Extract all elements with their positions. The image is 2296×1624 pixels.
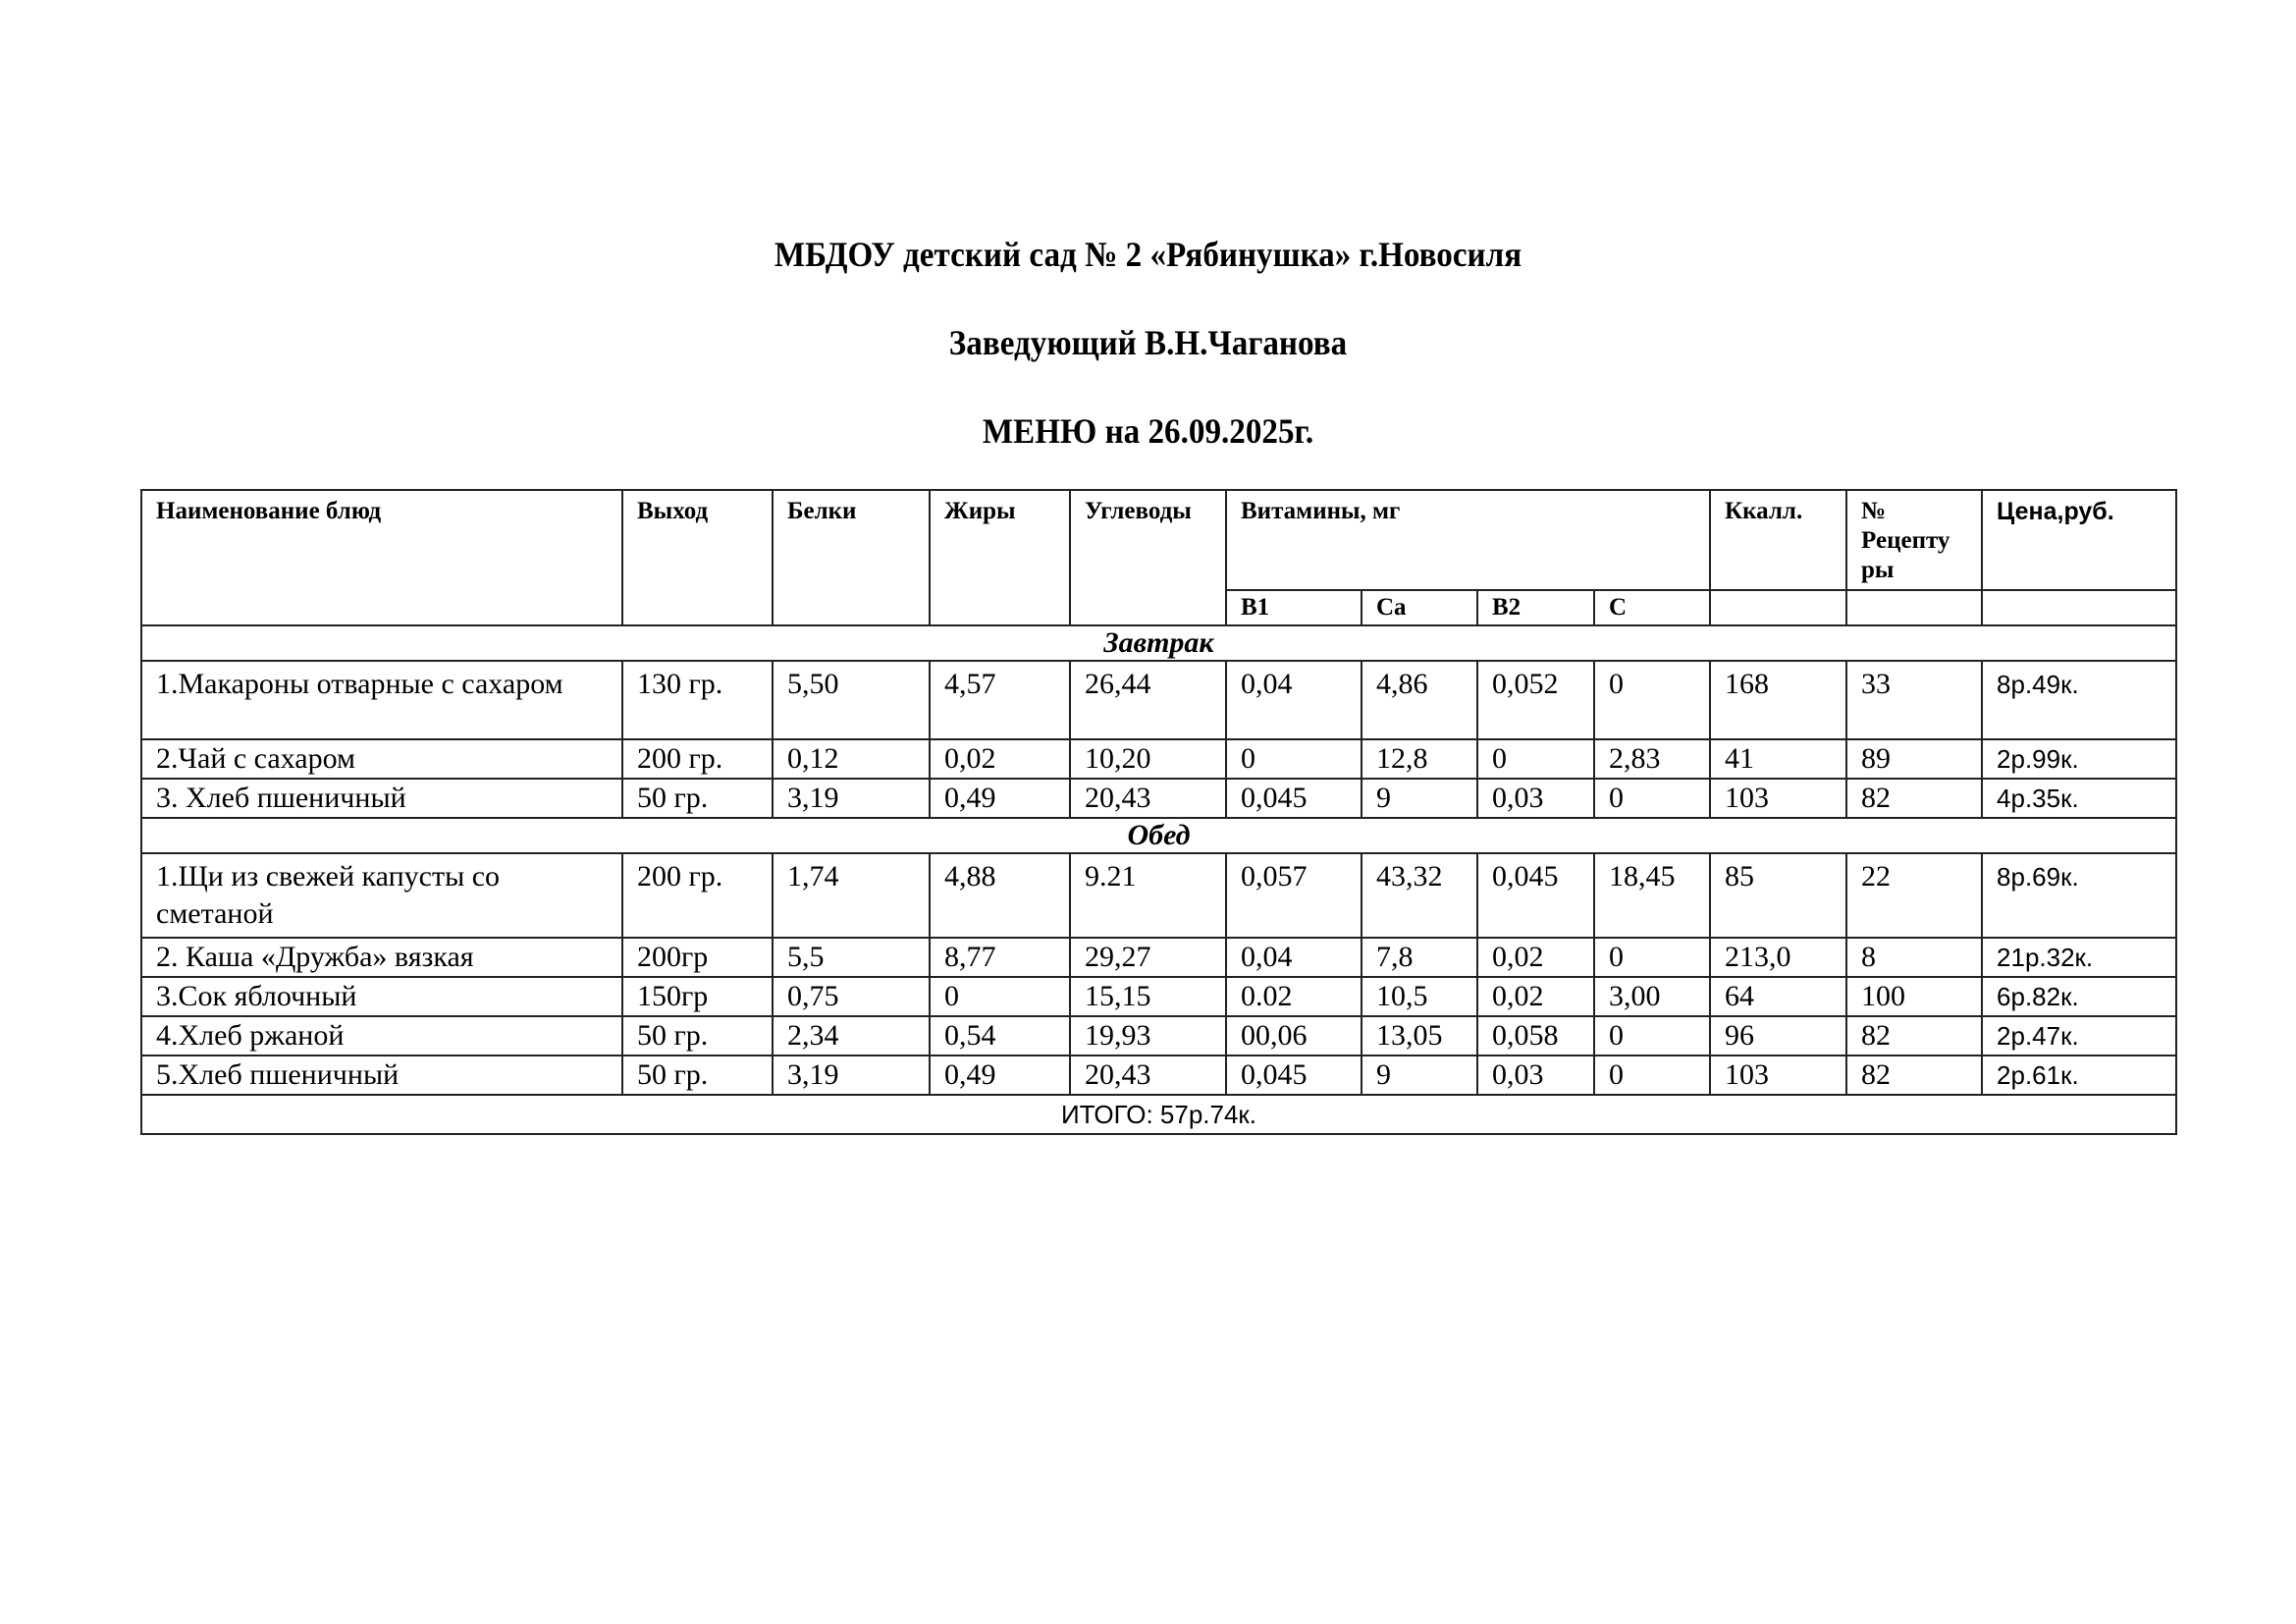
- table-row: [141, 853, 2176, 938]
- cell-kcal: 85: [1710, 853, 1846, 938]
- cell-recipe: 82: [1846, 1056, 1982, 1095]
- cell-kcal: 168: [1710, 661, 1846, 739]
- section-title: Обед: [141, 818, 2176, 853]
- cell-price: 21р.32к.: [1982, 938, 2176, 977]
- table-row: [141, 1056, 2176, 1095]
- cell-yield: 50 гр.: [622, 779, 773, 818]
- cell-kcal: 96: [1710, 1016, 1846, 1056]
- cell-price: 6р.82к.: [1982, 977, 2176, 1016]
- cell-c: 0: [1594, 1056, 1710, 1095]
- cell-protein: 0,75: [773, 977, 930, 1016]
- cell-c: 2,83: [1594, 739, 1710, 779]
- cell-carbs: 20,43: [1070, 779, 1226, 818]
- cell-carbs: 10,20: [1070, 739, 1226, 779]
- cell-fat: 4,88: [930, 853, 1070, 938]
- cell-b1: 00,06: [1226, 1016, 1362, 1056]
- cell-fat: 0: [930, 977, 1070, 1016]
- menu-table: [140, 489, 2177, 1135]
- cell-ca: 4,86: [1362, 661, 1477, 739]
- cell-dish: 2. Каша «Дружба» вязкая: [141, 938, 622, 977]
- cell-yield: 200гр: [622, 938, 773, 977]
- cell-protein: 3,19: [773, 779, 930, 818]
- table-row: [141, 661, 2176, 739]
- cell-b2: 0: [1477, 739, 1594, 779]
- cell-c: 0: [1594, 938, 1710, 977]
- cell-b2: 0,052: [1477, 661, 1594, 739]
- cell-b2: 0,03: [1477, 1056, 1594, 1095]
- cell-ca: 9: [1362, 779, 1477, 818]
- cell-fat: 0,49: [930, 779, 1070, 818]
- cell-fat: 4,57: [930, 661, 1070, 739]
- col-price: Цена,руб.: [1982, 490, 2176, 590]
- section-row: [141, 625, 2176, 661]
- menu-title: МЕНЮ на 26.09.2025г.: [982, 411, 1314, 451]
- cell-ca: 43,32: [1362, 853, 1477, 938]
- cell-ca: 7,8: [1362, 938, 1477, 977]
- cell-fat: 0,02: [930, 739, 1070, 779]
- cell-dish: 2.Чай с сахаром: [141, 739, 622, 779]
- cell-b1: 0.02: [1226, 977, 1362, 1016]
- cell-kcal: 64: [1710, 977, 1846, 1016]
- cell-carbs: 26,44: [1070, 661, 1226, 739]
- cell-b1: 0: [1226, 739, 1362, 779]
- cell-c: 0: [1594, 661, 1710, 739]
- col-c: С: [1594, 590, 1710, 625]
- cell-c: 0: [1594, 779, 1710, 818]
- cell-carbs: 29,27: [1070, 938, 1226, 977]
- col-ca: Са: [1362, 590, 1477, 625]
- cell-yield: 50 гр.: [622, 1056, 773, 1095]
- col-protein: Белки: [773, 490, 930, 625]
- cell-b1: 0,045: [1226, 1056, 1362, 1095]
- cell-yield: 200 гр.: [622, 853, 773, 938]
- col-price-sub: [1982, 590, 2176, 625]
- col-fat: Жиры: [930, 490, 1070, 625]
- cell-dish: 3. Хлеб пшеничный: [141, 779, 622, 818]
- cell-carbs: 20,43: [1070, 1056, 1226, 1095]
- cell-price: 2р.99к.: [1982, 739, 2176, 779]
- cell-c: 3,00: [1594, 977, 1710, 1016]
- cell-price: 2р.47к.: [1982, 1016, 2176, 1056]
- table-row: [141, 938, 2176, 977]
- cell-ca: 10,5: [1362, 977, 1477, 1016]
- cell-price: 4р.35к.: [1982, 779, 2176, 818]
- cell-ca: 12,8: [1362, 739, 1477, 779]
- col-carbs: Углеводы: [1070, 490, 1226, 625]
- cell-recipe: 100: [1846, 977, 1982, 1016]
- col-recipe: № Рецепту ры: [1846, 490, 1982, 590]
- cell-b2: 0,045: [1477, 853, 1594, 938]
- cell-yield: 200 гр.: [622, 739, 773, 779]
- cell-recipe: 22: [1846, 853, 1982, 938]
- col-kcal: Ккалл.: [1710, 490, 1846, 590]
- col-b1: В1: [1226, 590, 1362, 625]
- cell-price: 8р.49к.: [1982, 661, 2176, 739]
- table-row: [141, 779, 2176, 818]
- cell-fat: 8,77: [930, 938, 1070, 977]
- col-kcal-sub: [1710, 590, 1846, 625]
- cell-dish: 3.Сок яблочный: [141, 977, 622, 1016]
- cell-b2: 0,02: [1477, 977, 1594, 1016]
- cell-kcal: 41: [1710, 739, 1846, 779]
- institution-title: МБДОУ детский сад № 2 «Рябинушка» г.Новосиля: [774, 235, 1522, 274]
- cell-b1: 0,04: [1226, 661, 1362, 739]
- cell-carbs: 19,93: [1070, 1016, 1226, 1056]
- cell-b2: 0,02: [1477, 938, 1594, 977]
- header-row: [141, 490, 2176, 590]
- cell-protein: 5,5: [773, 938, 930, 977]
- cell-ca: 13,05: [1362, 1016, 1477, 1056]
- cell-price: 8р.69к.: [1982, 853, 2176, 938]
- cell-b1: 0,045: [1226, 779, 1362, 818]
- cell-kcal: 103: [1710, 779, 1846, 818]
- cell-carbs: 9.21: [1070, 853, 1226, 938]
- total-value: ИТОГО: 57р.74к.: [141, 1095, 2176, 1134]
- cell-b2: 0,03: [1477, 779, 1594, 818]
- col-b2: В2: [1477, 590, 1594, 625]
- cell-protein: 3,19: [773, 1056, 930, 1095]
- cell-b1: 0,04: [1226, 938, 1362, 977]
- cell-recipe: 82: [1846, 1016, 1982, 1056]
- cell-b2: 0,058: [1477, 1016, 1594, 1056]
- table-row: [141, 739, 2176, 779]
- cell-yield: 150гр: [622, 977, 773, 1016]
- col-recipe-sub: [1846, 590, 1982, 625]
- col-vitamins: Витамины, мг: [1226, 490, 1710, 590]
- cell-fat: 0,49: [930, 1056, 1070, 1095]
- table-row: [141, 977, 2176, 1016]
- cell-kcal: 213,0: [1710, 938, 1846, 977]
- cell-dish: 1.Щи из свежей капусты со сметаной: [141, 853, 622, 938]
- head-name: Заведующий В.Н.Чаганова: [948, 323, 1348, 362]
- cell-protein: 0,12: [773, 739, 930, 779]
- cell-yield: 50 гр.: [622, 1016, 773, 1056]
- cell-carbs: 15,15: [1070, 977, 1226, 1016]
- cell-dish: 1.Макароны отварные с сахаром: [141, 661, 622, 739]
- cell-protein: 5,50: [773, 661, 930, 739]
- section-title: Завтрак: [141, 625, 2176, 661]
- section-row: [141, 818, 2176, 853]
- cell-c: 18,45: [1594, 853, 1710, 938]
- col-yield: Выход: [622, 490, 773, 625]
- cell-recipe: 33: [1846, 661, 1982, 739]
- cell-recipe: 82: [1846, 779, 1982, 818]
- cell-yield: 130 гр.: [622, 661, 773, 739]
- col-dish: Наименование блюд: [141, 490, 622, 625]
- cell-price: 2р.61к.: [1982, 1056, 2176, 1095]
- table-row: [141, 1016, 2176, 1056]
- cell-kcal: 103: [1710, 1056, 1846, 1095]
- cell-protein: 2,34: [773, 1016, 930, 1056]
- cell-dish: 4.Хлеб ржаной: [141, 1016, 622, 1056]
- cell-protein: 1,74: [773, 853, 930, 938]
- cell-recipe: 89: [1846, 739, 1982, 779]
- total-row: [141, 1095, 2176, 1134]
- cell-dish: 5.Хлеб пшеничный: [141, 1056, 622, 1095]
- cell-fat: 0,54: [930, 1016, 1070, 1056]
- cell-c: 0: [1594, 1016, 1710, 1056]
- cell-b1: 0,057: [1226, 853, 1362, 938]
- cell-recipe: 8: [1846, 938, 1982, 977]
- cell-ca: 9: [1362, 1056, 1477, 1095]
